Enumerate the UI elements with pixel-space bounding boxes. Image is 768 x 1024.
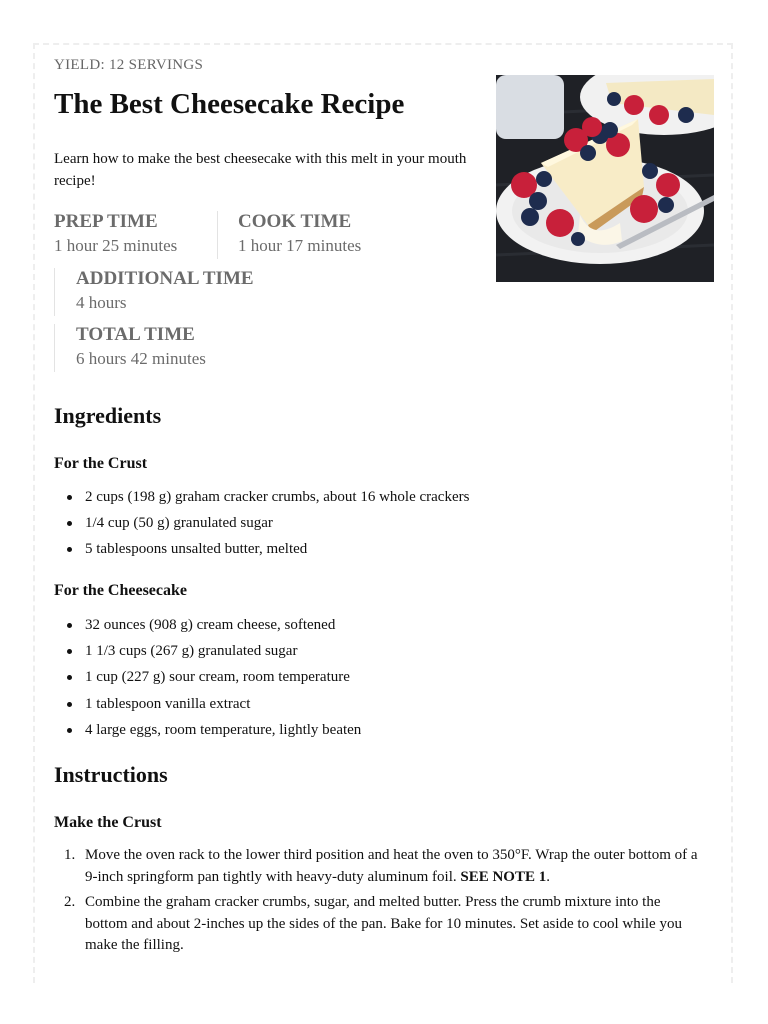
prep-time xyxy=(54,211,177,256)
prep-time-value: 1 hour 25 minutes xyxy=(54,236,178,255)
cook-time xyxy=(238,211,361,256)
total-time xyxy=(76,324,206,369)
total-time-value: 6 hours 42 minutes xyxy=(76,349,206,368)
step-number: 2. xyxy=(64,894,76,910)
ingredient-item: 2 cups (198 g) graham cracker crumbs, about 16 whole crackers xyxy=(54,486,469,512)
make-crust-heading: Make the Crust xyxy=(54,814,162,831)
ingredients-heading: Ingredients xyxy=(54,403,162,428)
recipe-yield: YIELD: 12 SERVINGS xyxy=(54,57,204,73)
time-divider xyxy=(54,268,55,316)
ingredient-item: 1/4 cup (50 g) granulated sugar xyxy=(54,512,469,538)
cook-time-label: COOK TIME xyxy=(238,211,352,232)
step-text: Combine the graham cracker crumbs, sugar, and melted butter. Press the crumb mixture into the bottom and about 2-inches up the sides of the pan. Bake for 10 minutes. Set aside to cool while you make the filling. xyxy=(85,894,682,953)
ingredient-item: 32 ounces (908 g) cream cheese, softened xyxy=(54,614,361,640)
crust-steps-list xyxy=(54,845,704,961)
cheesecake-image xyxy=(496,75,714,282)
ingredient-item: 1 tablespoon vanilla extract xyxy=(54,693,361,719)
ingredient-item: 5 tablespoons unsalted butter, melted xyxy=(54,538,469,564)
ingredient-item: 4 large eggs, room temperature, lightly beaten xyxy=(54,719,361,745)
cheesecake-ingredients-heading: For the Cheesecake xyxy=(54,582,187,599)
cheesecake-photo xyxy=(496,75,714,282)
time-divider xyxy=(217,211,218,259)
total-time-label: TOTAL TIME xyxy=(76,324,195,345)
crust-ingredients-heading: For the Crust xyxy=(54,455,148,472)
step-text-end: . xyxy=(546,868,550,885)
recipe-summary: Learn how to make the best cheesecake with this melt in your mouth recipe! xyxy=(54,151,467,189)
time-divider xyxy=(54,324,55,372)
cook-time-value: 1 hour 17 minutes xyxy=(238,236,362,255)
additional-time-value: 4 hours xyxy=(76,293,127,312)
step-note-link: SEE NOTE 1 xyxy=(460,868,547,885)
prep-time-label: PREP TIME xyxy=(54,211,158,232)
recipe-title: The Best Cheesecake Recipe xyxy=(54,88,405,120)
instruction-step xyxy=(54,892,704,957)
cheesecake-ingredients-list xyxy=(54,614,361,745)
step-number: 1. xyxy=(64,847,76,863)
ingredient-item: 1 cup (227 g) sour cream, room temperature xyxy=(54,666,361,692)
crust-ingredients-list xyxy=(54,486,469,565)
additional-time xyxy=(76,268,254,313)
instructions-heading: Instructions xyxy=(54,762,168,787)
step-text: Move the oven rack to the lower third position and heat the oven to 350°F. Wrap the outer bottom of a 9-inch springform pan tightly with heavy-duty aluminum foil. xyxy=(85,847,698,885)
additional-time-label: ADDITIONAL TIME xyxy=(76,268,254,289)
instruction-step xyxy=(54,845,704,888)
ingredient-item: 1 1/3 cups (267 g) granulated sugar xyxy=(54,640,361,666)
